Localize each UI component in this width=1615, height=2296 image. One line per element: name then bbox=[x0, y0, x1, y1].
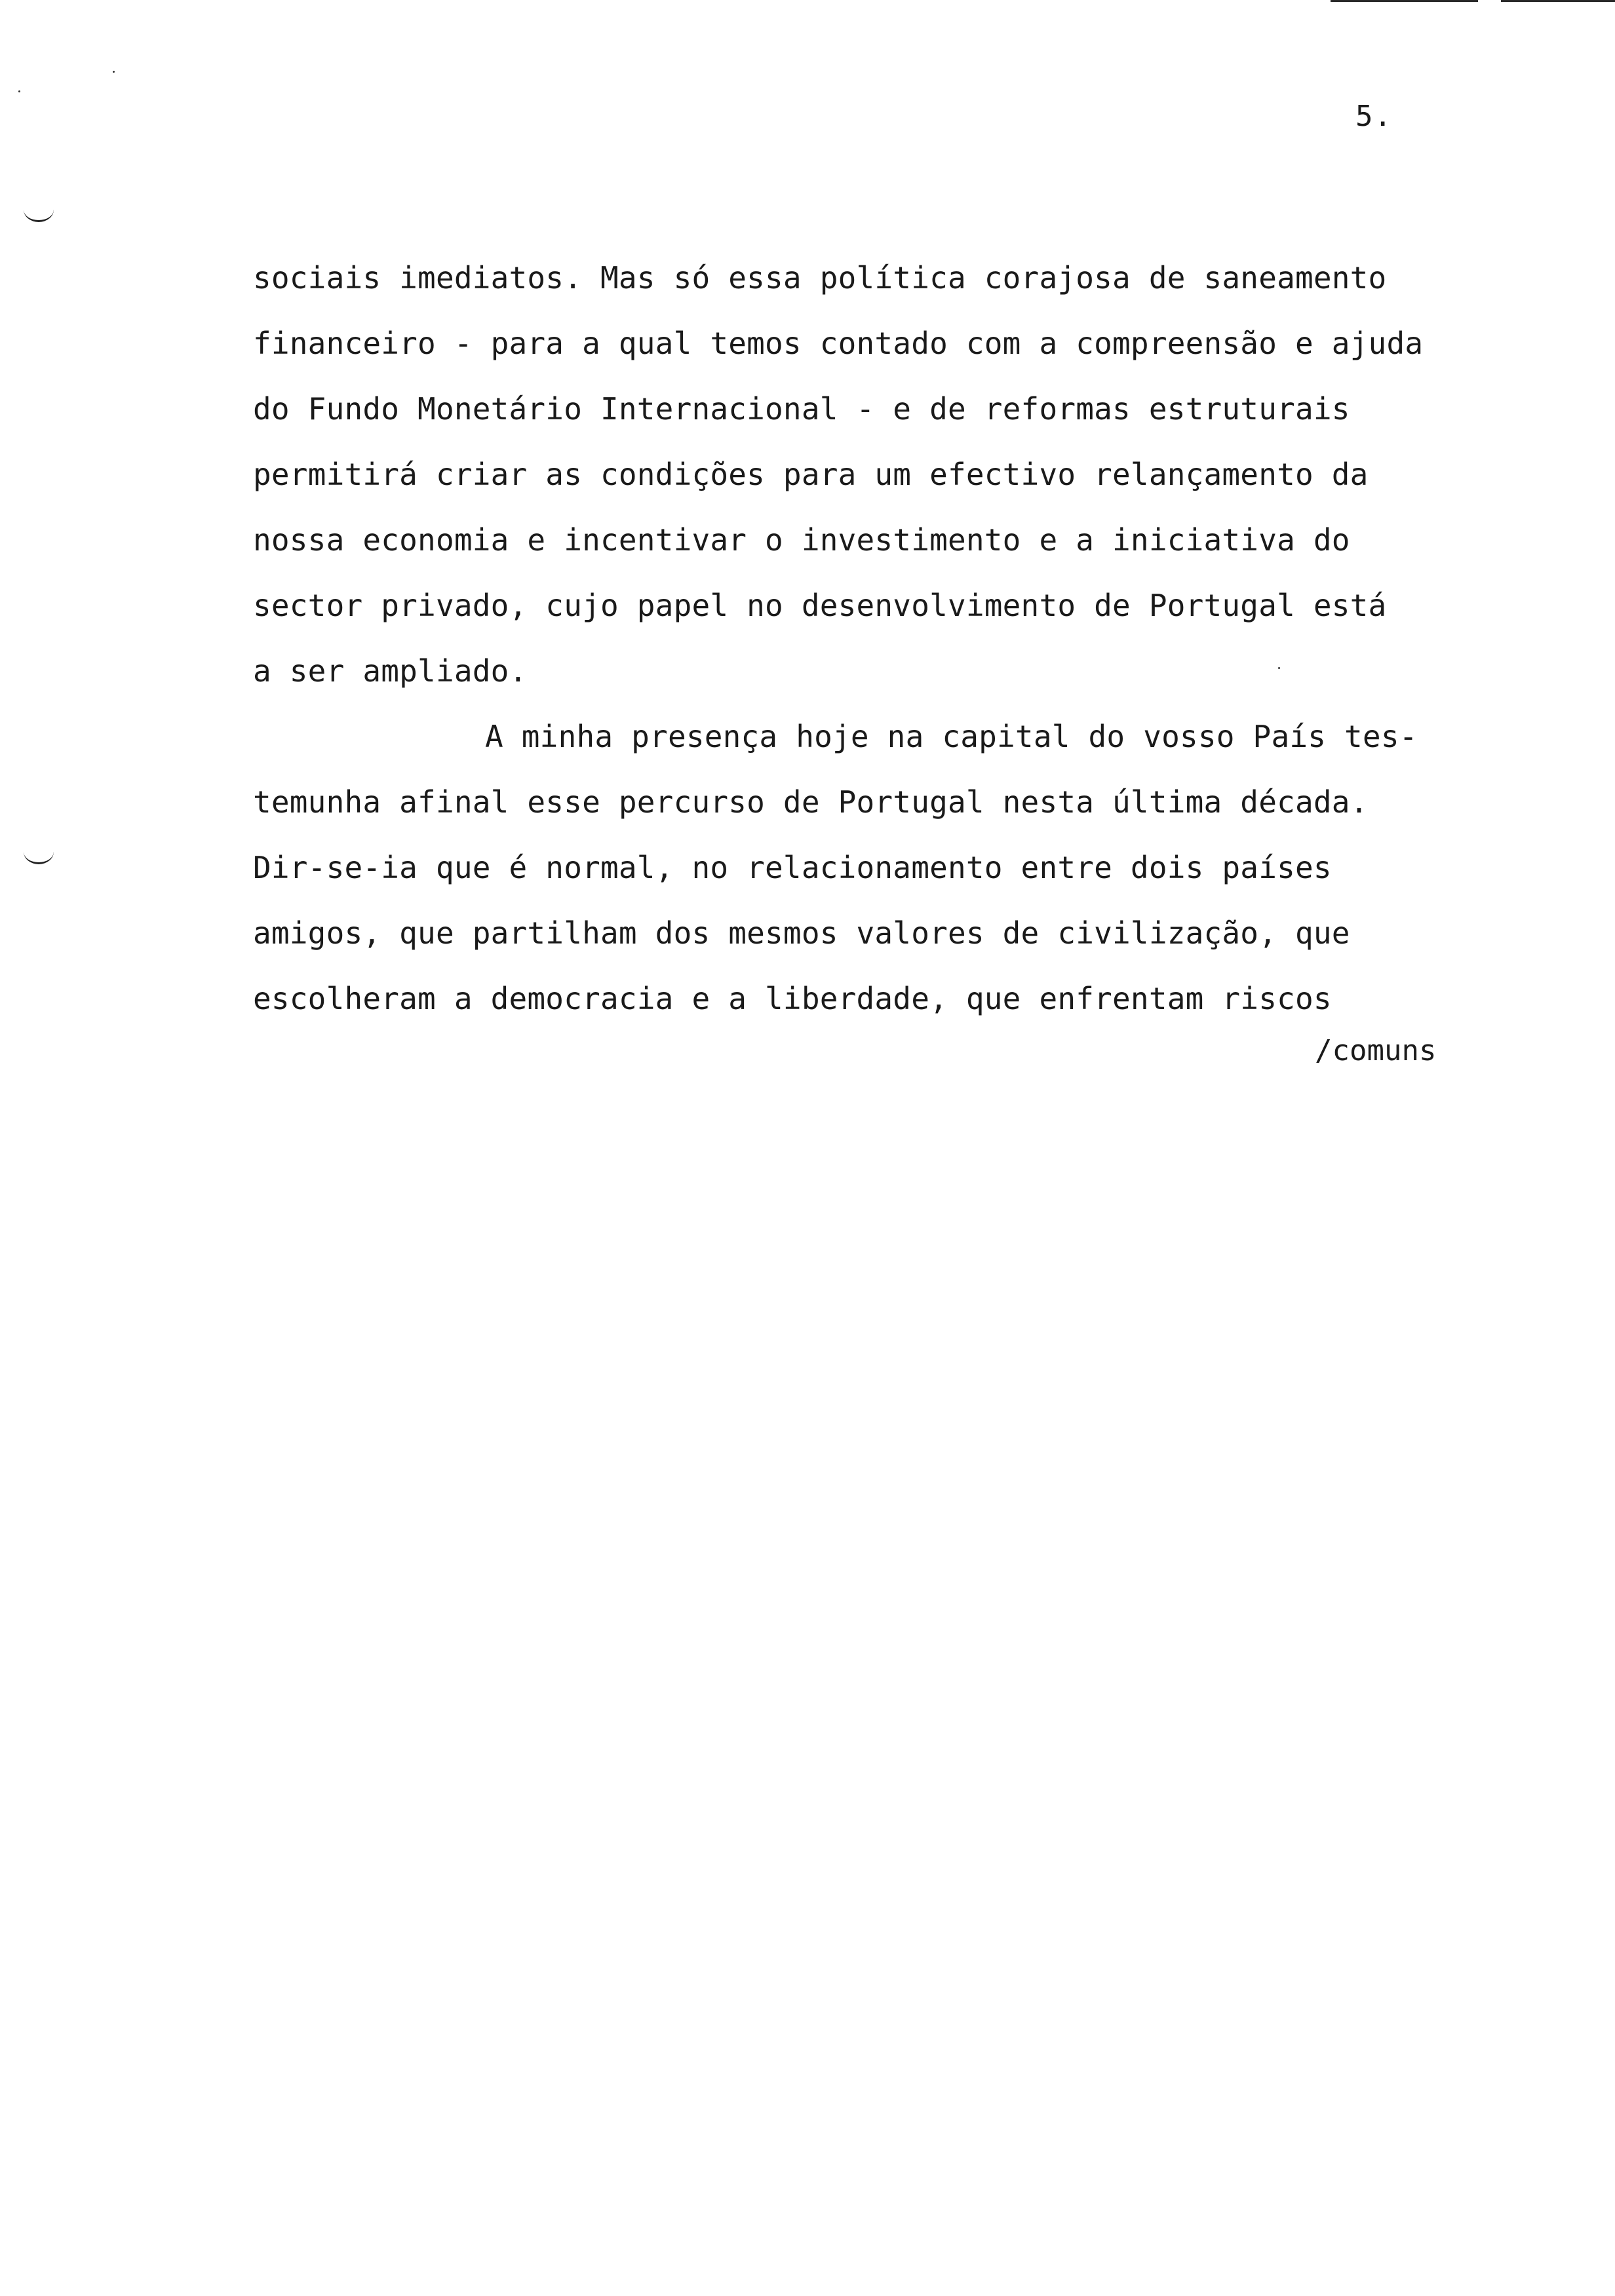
punch-hole-mark bbox=[24, 210, 54, 222]
scan-edge-rule bbox=[1501, 0, 1615, 2]
text-line: amigos, que partilham dos mesmos valores de civilização, que bbox=[253, 915, 1350, 951]
text-line: escolheram a democracia e a liberdade, que enfrentam riscos bbox=[253, 981, 1332, 1016]
scan-edge-rule bbox=[1331, 0, 1478, 2]
text-line: do Fundo Monetário Internacional - e de reformas estruturais bbox=[253, 391, 1350, 427]
page-number: 5. bbox=[1355, 100, 1393, 133]
text-line: A minha presença hoje na capital do vosso País tes- bbox=[485, 719, 1418, 754]
text-line: permitirá criar as condições para um efectivo relançamento da bbox=[253, 457, 1369, 492]
text-line: nossa economia e incentivar o investimento e a iniciativa do bbox=[253, 522, 1350, 558]
scan-speck bbox=[113, 71, 115, 73]
text-line: a ser ampliado. bbox=[253, 653, 528, 689]
catchword: /comuns bbox=[1315, 1034, 1437, 1067]
scan-speck bbox=[1278, 667, 1280, 669]
text-line: sociais imediatos. Mas só essa política corajosa de saneamento bbox=[253, 260, 1387, 296]
punch-hole-mark bbox=[24, 852, 54, 864]
text-line: financeiro - para a qual temos contado com a compreensão e ajuda bbox=[253, 326, 1424, 361]
scan-speck bbox=[18, 90, 20, 92]
text-line: sector privado, cujo papel no desenvolvimento de Portugal está bbox=[253, 588, 1387, 623]
text-line: Dir-se-ia que é normal, no relacionamento entre dois países bbox=[253, 850, 1332, 885]
text-line: temunha afinal esse percurso de Portugal nesta última década. bbox=[253, 784, 1369, 820]
